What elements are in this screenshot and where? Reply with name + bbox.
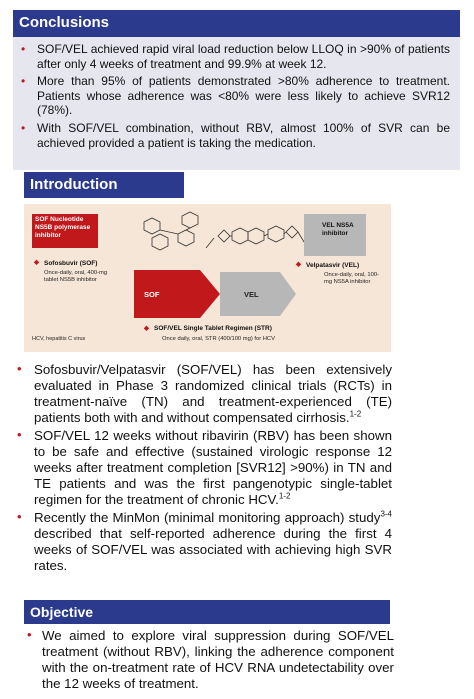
str-arrow-icon: ◆	[144, 325, 149, 332]
bullet-icon: •	[21, 42, 26, 56]
vel-label-box: VEL NS5A inhibitor	[304, 214, 366, 256]
str-title: SOF/VEL Single Tablet Regimen (STR)	[154, 325, 272, 332]
conclusions-box	[13, 37, 460, 170]
sof-label-box: SOF Nucleotide NS5B polymerase inhibitor	[32, 214, 98, 248]
list-item: • More than 95% of patients demonstrated >80% adherence to treatment. Patients whose adherence was <80% were less likely to achieve SVR12 (78%).	[21, 74, 450, 118]
bullet-icon: •	[21, 74, 26, 89]
list-item: • SOF/VEL 12 weeks without ribavirin (RBV) has been shown to be safe and effective (sustained virologic response 12 weeks after treatment completion [SVR12] >90%) in TN and TE patients and was the first pangenotypic single-tablet regimen for the treatment of chronic HCV.$^{1-2}$	[17, 427, 392, 507]
figure-footnote: HCV, hepatitis C virus	[32, 336, 86, 342]
bullet-icon: •	[27, 627, 32, 642]
list-item: • SOF/VEL achieved rapid viral load reduction below LLOQ in >90% of patients after only 4 weeks of treatment and 99.9% at week 12.	[21, 42, 450, 71]
pill-sof-label: SOF	[144, 290, 160, 299]
introduction-heading: Introduction	[24, 172, 184, 198]
list-item: • With SOF/VEL combination, without RBV, almost 100% of SVR can be achieved provided a patient is taking the medication.	[21, 120, 450, 150]
pill-vel-label: VEL	[244, 290, 259, 299]
vel-title: Velpatasvir (VEL)	[306, 262, 360, 269]
str-description: Once daily, oral, STR (400/100 mg) for HCV	[162, 336, 275, 342]
objective-heading: Objective	[24, 600, 390, 624]
introduction-list	[14, 362, 392, 576]
bullet-icon: •	[17, 427, 22, 442]
vel-arrow-icon: ◆	[296, 261, 301, 268]
list-item: • Recently the MinMon (minimal monitoring approach) study$^{3-4}$ described that self-reported adherence during the first 4 weeks of SOF/VEL was associated with achieving high SVR rates.	[17, 509, 392, 573]
molecule-structures-image	[122, 208, 306, 266]
vel-description: Once-daily, oral, 100-mg NS5A inhibitor	[324, 272, 379, 285]
bullet-icon: •	[17, 361, 22, 376]
sof-title: Sofosbuvir (SOF)	[44, 260, 98, 267]
objective-list	[22, 628, 394, 692]
conclusions-heading: Conclusions	[13, 10, 460, 37]
list-item: • Sofosbuvir/Velpatasvir (SOF/VEL) has been extensively evaluated in Phase 3 randomized clinical trials (RCTs) in treatment-naïve (TN) and treatment-experienced (TE) patients both with and without compensated cirrhosis.$^{1-2}$	[17, 361, 392, 425]
sof-arrow-icon: ◆	[34, 259, 39, 266]
bullet-icon: •	[17, 509, 22, 524]
bullet-icon: •	[21, 120, 26, 135]
sof-description: Once-daily, oral, 400-mg tablet NS5B inhibitor	[44, 270, 108, 283]
mechanism-figure	[24, 204, 391, 352]
list-item: • We aimed to explore viral suppression during SOF/VEL treatment (without RBV), linking the adherence component with the on-treatment rate of HCV RNA undetectability over the 12 weeks of treatment.	[27, 627, 394, 691]
